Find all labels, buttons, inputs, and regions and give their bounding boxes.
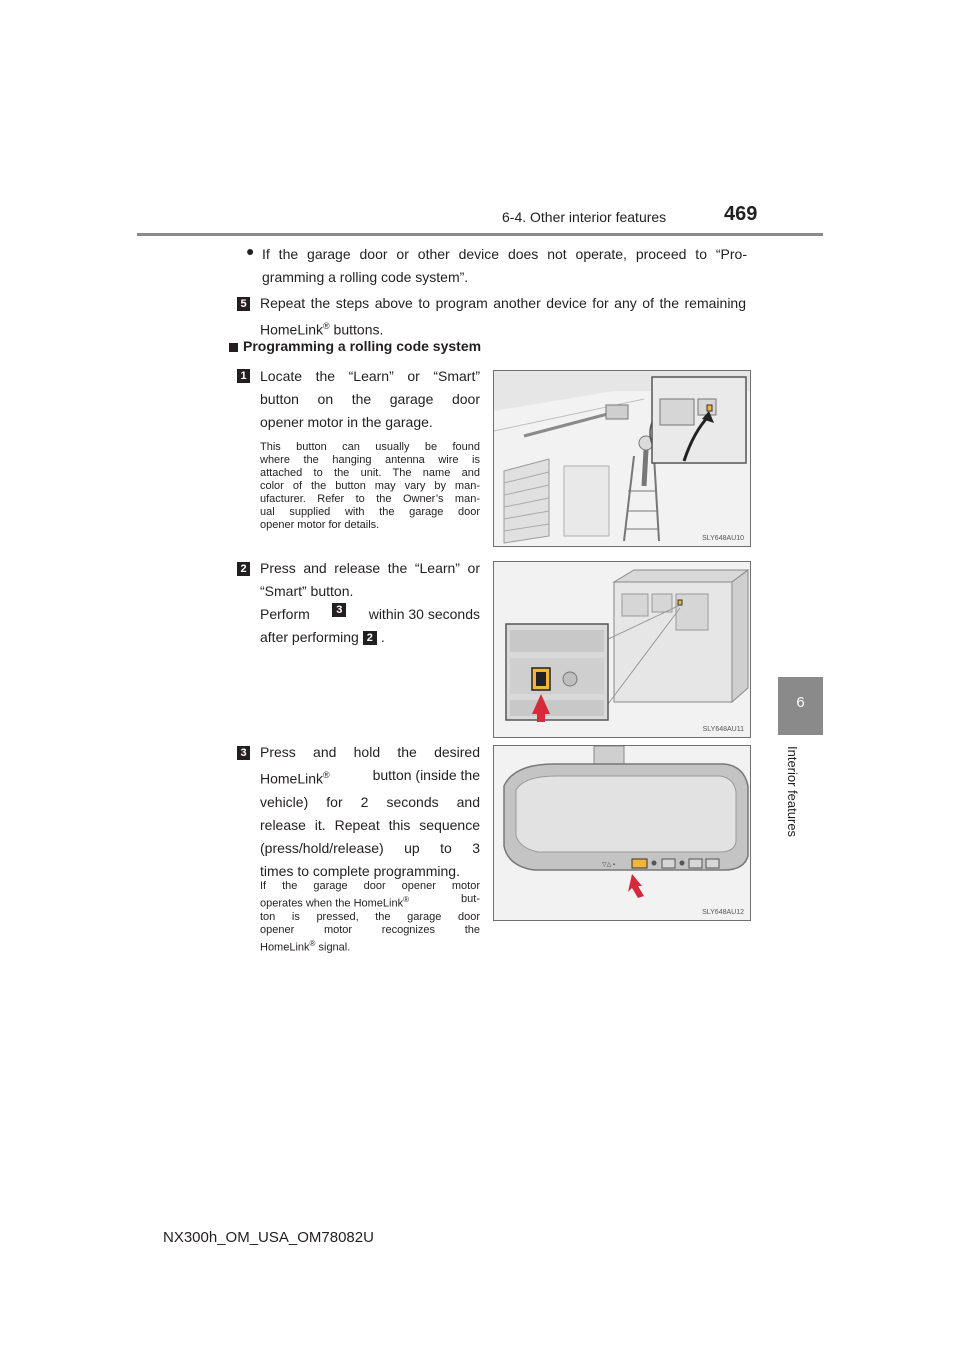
step-number-badge: 1 — [237, 369, 250, 383]
text-span: HomeLink — [260, 770, 324, 787]
step3-line: vehicle) for 2 seconds and — [260, 793, 480, 810]
text-span: HomeLink — [260, 941, 310, 954]
step1-line: Locate the “Learn” or “Smart” — [260, 368, 480, 384]
step-number-badge: 2 — [237, 562, 250, 576]
header-rule — [137, 233, 823, 236]
text-span: HomeLink — [260, 321, 324, 338]
step3-line: times to complete programming. — [260, 862, 460, 879]
note-line: color of the button may vary by man- — [260, 480, 480, 492]
step1-line: button on the garage door — [260, 391, 480, 407]
note-line: ufacturer. Refer to the Owner’s man- — [260, 493, 480, 505]
step3-line: (press/hold/release) up to 3 — [260, 839, 480, 856]
text-span: button (inside the — [372, 767, 480, 783]
figure-code: SLY648AU12 — [702, 909, 744, 916]
heading-square-icon — [229, 343, 238, 352]
text-span: within 30 seconds — [368, 606, 480, 622]
section-title: 6-4. Other interior features — [502, 209, 667, 225]
step-number-badge: 5 — [237, 297, 250, 311]
step3-line: Press and hold the desired — [260, 744, 480, 760]
text-span: buttons. — [329, 321, 384, 338]
chapter-number: 6 — [796, 694, 805, 711]
note-line — [260, 893, 480, 911]
step-ref-badge: 2 — [363, 631, 377, 645]
note-line: ton is pressed, the garage door — [260, 910, 480, 923]
note-line: If the garage door opener motor — [260, 880, 480, 892]
text-span: after performing — [260, 629, 359, 645]
note-line: opener motor recognizes the — [260, 923, 480, 936]
step2-after-line — [260, 626, 480, 649]
note-line: ual supplied with the garage door — [260, 506, 480, 518]
document-code: NX300h_OM_USA_OM78082U — [163, 1229, 374, 1246]
step2-line: Press and release the “Learn” or — [260, 560, 480, 576]
bullet-line: gramming a rolling code system”. — [262, 269, 469, 285]
step1-text — [260, 365, 480, 434]
step2-line: “Smart” button. — [260, 583, 354, 599]
step3-line: release it. Repeat this sequence — [260, 816, 480, 833]
bullet-text — [262, 243, 747, 289]
step3-line — [260, 764, 480, 791]
step5-text — [260, 292, 746, 342]
registered-mark: ® — [323, 770, 330, 780]
registered-mark: ® — [403, 895, 409, 904]
step1-note — [260, 441, 480, 532]
step3-note — [260, 880, 480, 954]
text-span: operates when the HomeLink — [260, 897, 404, 910]
registered-mark: ® — [323, 321, 330, 331]
note-line — [260, 937, 480, 955]
step2-perform-line — [260, 603, 480, 626]
step5-line: Repeat the steps above to program another device for any of the remaining — [260, 295, 746, 311]
page-number: 469 — [724, 203, 758, 225]
bullet-line: If the garage door or other device does not operate, proceed to “Pro- — [262, 246, 747, 262]
step3-text — [260, 741, 480, 883]
garage-illustration — [493, 370, 751, 547]
step1-line: opener motor in the garage. — [260, 414, 433, 430]
mirror-drawing — [494, 746, 750, 920]
figure-code: SLY648AU10 — [702, 535, 744, 542]
text-span: . — [380, 629, 385, 645]
figure-code: SLY648AU11 — [702, 726, 744, 733]
note-line: This button can usually be found — [260, 441, 480, 453]
bullet-icon: ● — [246, 243, 255, 259]
registered-mark: ® — [309, 938, 316, 948]
step-ref-badge: 3 — [332, 603, 346, 617]
text-span: Perform — [260, 606, 310, 622]
opener-button-illustration — [493, 561, 751, 738]
chapter-label: Interior features — [785, 746, 800, 838]
text-span: but- — [461, 893, 480, 905]
opener-drawing — [494, 562, 750, 737]
section-heading: Programming a rolling code system — [243, 338, 482, 354]
note-line: where the hanging antenna wire is — [260, 454, 480, 466]
step2-text — [260, 557, 480, 649]
svg-text:▽△ ▪: ▽△ ▪ — [602, 862, 616, 868]
note-line: attached to the unit. The name and — [260, 467, 480, 479]
garage-drawing — [494, 371, 750, 546]
note-line: opener motor for details. — [260, 519, 380, 531]
mirror-homelink-illustration — [493, 745, 751, 921]
step-number-badge: 3 — [237, 746, 250, 760]
text-span: signal. — [315, 941, 351, 954]
